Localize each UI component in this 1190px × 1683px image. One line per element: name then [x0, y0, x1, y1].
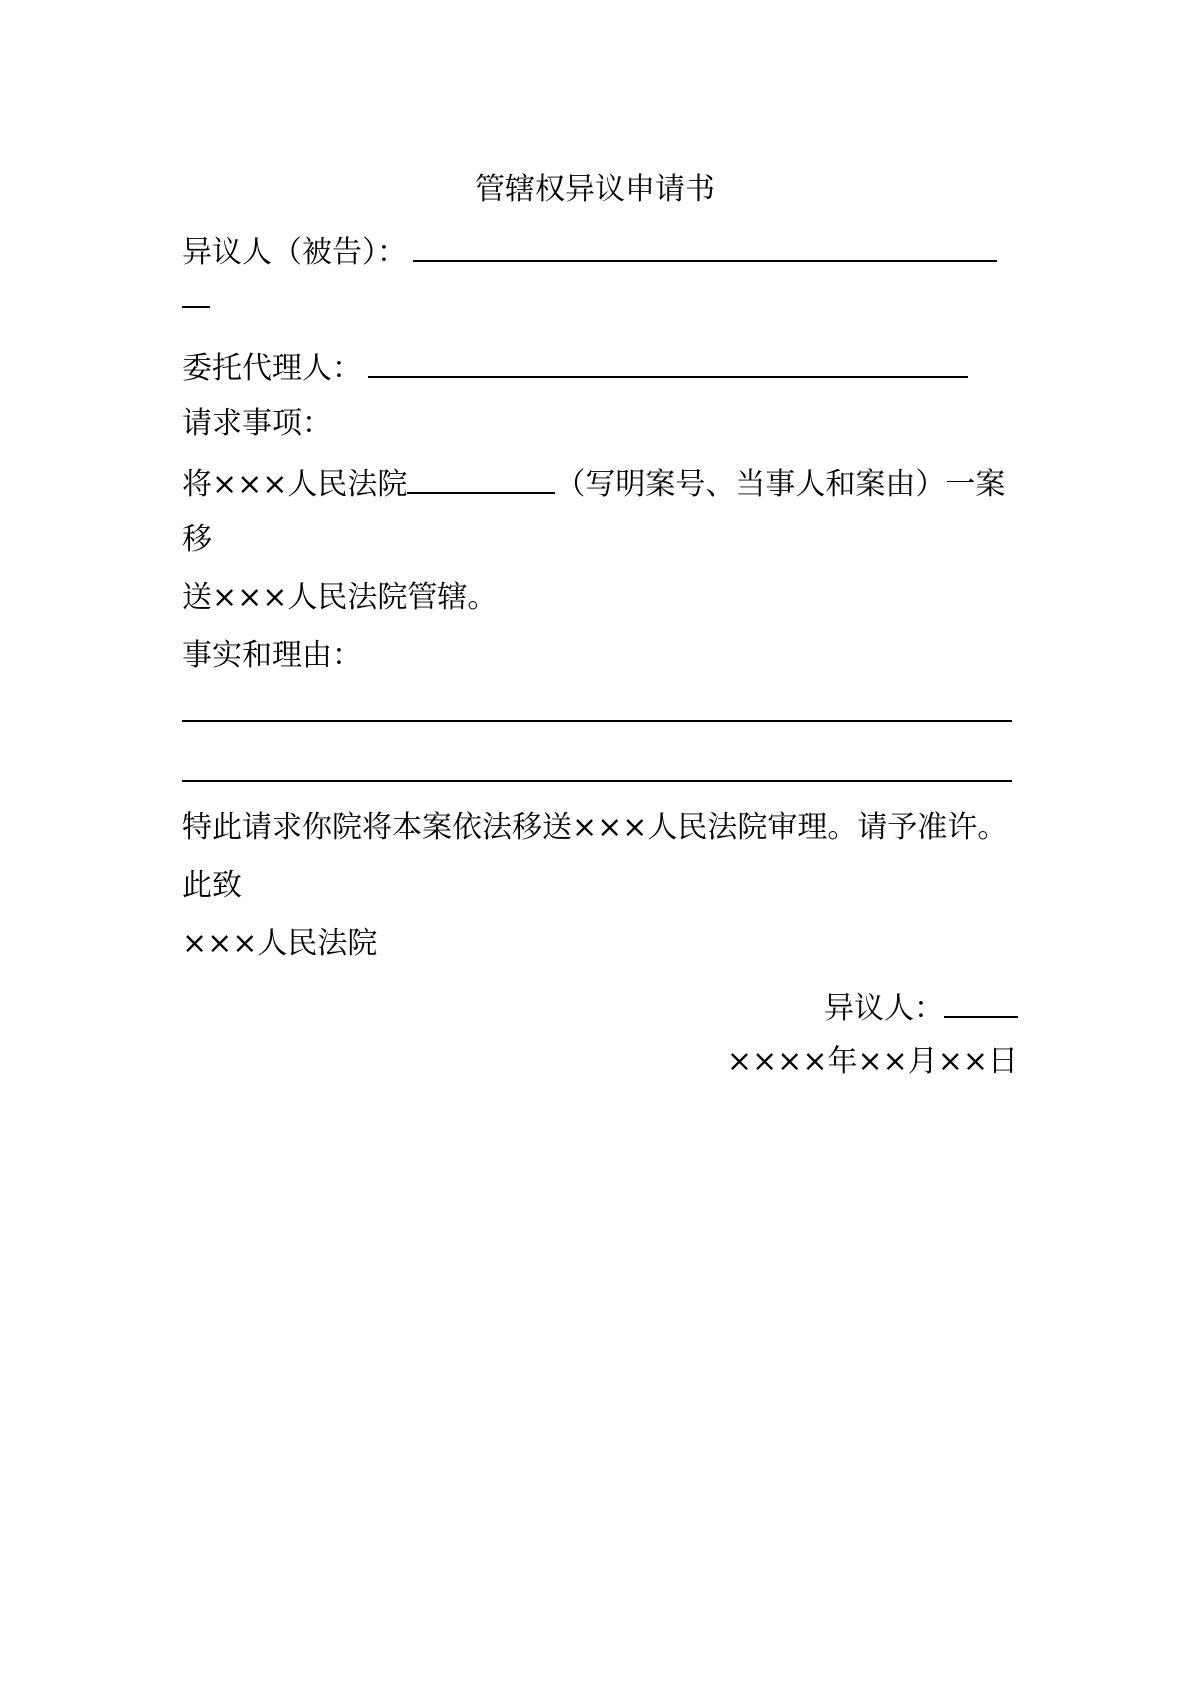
- objector-label: 异议人（被告）：: [182, 235, 407, 270]
- agent-blank[interactable]: [368, 346, 968, 378]
- closing-statement: 特此请求你院将本案依法移送×××人民法院审理。请予准许。: [182, 810, 1008, 845]
- request-label: 请求事项：: [182, 406, 332, 441]
- signature-blank[interactable]: [944, 986, 1018, 1018]
- objector-blank-continuation[interactable]: [182, 306, 210, 308]
- facts-blank-2[interactable]: [182, 780, 1012, 782]
- agent-line: [182, 346, 968, 386]
- request-line-3: 送×××人民法院管辖。: [182, 580, 498, 615]
- request-line-1-start: 将×××人民法院: [182, 467, 408, 502]
- signature-label: 异议人：: [824, 991, 944, 1026]
- request-line-2: 移: [182, 522, 212, 557]
- request-line-1-end: （写明案号、当事人和案由）一案: [555, 467, 1006, 502]
- objector-blank[interactable]: [413, 230, 997, 262]
- facts-blank-1[interactable]: [182, 720, 1012, 722]
- signature-line: [824, 986, 1018, 1026]
- salutation: 此致: [182, 868, 242, 903]
- objector-line: [182, 230, 997, 270]
- agent-label: 委托代理人：: [182, 351, 362, 386]
- request-line-1: [182, 462, 1005, 502]
- facts-label: 事实和理由：: [182, 638, 362, 673]
- document-title: 管辖权异议申请书: [475, 172, 715, 207]
- case-info-blank[interactable]: [407, 462, 555, 494]
- date: ××××年××月××日: [726, 1044, 1018, 1079]
- court-name: ×××人民法院: [182, 926, 378, 961]
